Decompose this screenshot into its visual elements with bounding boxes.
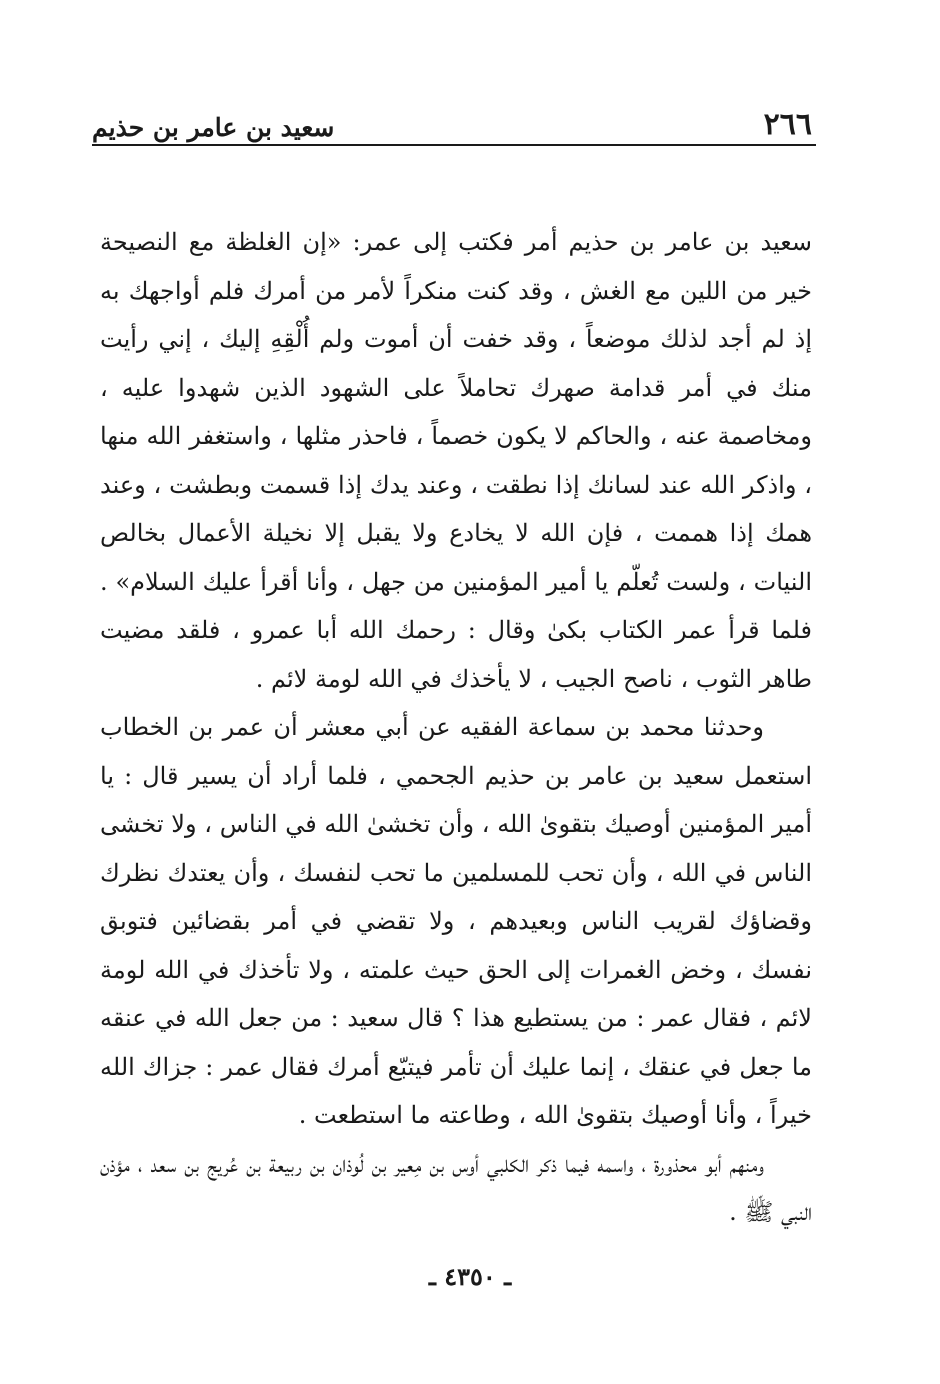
body-text [100,218,812,1237]
header-page-number: ٢٦٦ [763,107,812,142]
footer-page-number: ـ ٤٣٥٠ ـ [428,1262,512,1291]
paragraph-3: ومنهم أبو محذورة ، واسمه فيما ذكر الكلبي أوس بن مِعير بن لُوذان بن ربيعة بن عُريج بن سعد ، مؤذن النبي ﷺ . [100,1149,812,1226]
running-header [92,92,812,140]
paragraph-1: سعيد بن عامر بن حذيم أمر فكتب إلى عمر: «إن الغلظة مع النصيحة خير من اللين مع الغش ، وقد كنت منكراً لأمر من أمرك فلم أواجهك به إذ لم أجد لذلك موضعاً ، وقد خفت أن أموت ولم أُلْقِهِ إليك ، إني رأيت منك في أمر قدامة صهرك تحاملاً على الشهود الذين شهدوا عليه ، ومخاصمة عنه ، والحاكم لا يكون خصماً ، فاحذر مثلها ، واستغفر الله منها ، واذكر الله عند لسانك إذا نطقت ، وعند يدك إذا قسمت وبطشت ، وعند همك إذا هممت ، فإن الله لا يخادع ولا يقبل إلا نخيلة الأعمال بخالص النيات ، ولست تُعلّم يا أمير المؤمنين من جهل ، وأنا أقرأ عليك السلام» . فلما قرأ عمر الكتاب بكىٰ وقال : رحمك الله أبا عمرو ، فلقد مضيت طاهر الثوب ، ناصح الجيب ، لا يأخذك في الله لومة لائم . [100,228,813,693]
running-title: سعيد بن عامر بن حذيم [92,113,335,142]
paragraph-2: وحدثنا محمد بن سماعة الفقيه عن أبي معشر أن عمر بن الخطاب استعمل سعيد بن عامر بن حذيم الجحمي ، فلما أراد أن يسير قال : يا أمير المؤمنين أوصيك بتقوىٰ الله ، وأن تخشىٰ الله في الناس ، ولا تخشى الناس في الله ، وأن تحب للمسلمين ما تحب لنفسك ، وأن يعتدك نظرك وقضاؤك لقريب الناس وبعيدهم ، ولا تقضي في أمر بقضائين فتوبق نفسك ، وخض الغمرات إلى الحق حيث علمته ، ولا تأخذك في الله لومة لائم ، فقال عمر : من يستطيع هذا ؟ قال سعيد : من جعل الله في عنقه ما جعل في عنقك ، إنما عليك أن تأمر فيتبّع أمرك فقال عمر : جزاك الله خيراً ، وأنا أوصيك بتقوىٰ الله ، وطاعته ما استطعت . [100,713,812,1129]
header-rule [92,144,816,146]
